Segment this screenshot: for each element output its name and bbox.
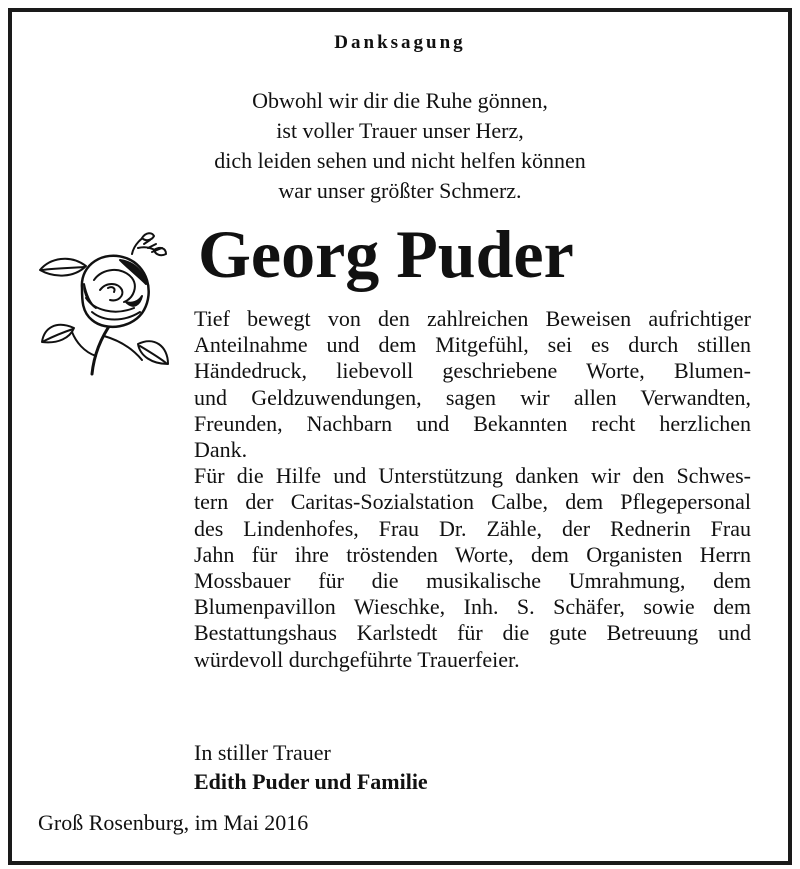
poem-line: Obwohl wir dir die Ruhe gönnen, [252, 88, 548, 113]
gratitude-text [194, 306, 751, 673]
text-line: Mossbauer für die musikalische Umrahmung, dem [194, 568, 751, 594]
poem [12, 86, 788, 206]
closing-block [194, 738, 428, 796]
text-line: und Geldzuwendungen, sagen wir allen Verwandten, [194, 384, 751, 410]
text-line: Dank. [194, 437, 248, 463]
rose-flower-icon [34, 224, 174, 384]
notice-heading: Danksagung [334, 32, 466, 53]
poem-line: ist voller Trauer unser Herz, [276, 118, 524, 143]
family-signature: Edith Puder und Familie [194, 769, 428, 794]
text-line: würdevoll durchgeführte Trauerfeier. [194, 646, 520, 672]
deceased-name: Georg Puder [198, 216, 574, 292]
mourning-line: In stiller Trauer [194, 740, 331, 765]
poem-line: dich leiden sehen und nicht helfen können [214, 148, 586, 173]
text-line: Jahn für ihre tröstenden Worte, dem Organisten Herrn [194, 541, 751, 567]
text-line: Freunden, Nachbarn und Bekannten recht herzlichen [194, 410, 751, 436]
text-line: Anteilnahme und dem Mitgefühl, sei es durch stillen [194, 332, 751, 358]
obituary-notice [8, 8, 792, 865]
text-line: tern der Caritas-Sozialstation Calbe, dem Pflegepersonal [194, 489, 751, 515]
text-line: Tief bewegt von den zahlreichen Beweisen aufrichtiger [194, 306, 751, 331]
place-date: Groß Rosenburg, im Mai 2016 [38, 810, 309, 835]
poem-line: war unser größter Schmerz. [278, 178, 522, 203]
text-line: Händedruck, liebevoll geschriebene Worte, Blumen- [194, 358, 751, 384]
text-line: Für die Hilfe und Unterstützung danken wir den Schwes- [194, 463, 751, 489]
text-line: des Lindenhofes, Frau Dr. Zähle, der Rednerin Frau [194, 515, 751, 541]
text-line: Bestattungshaus Karlstedt für die gute Betreuung und [194, 620, 751, 646]
text-line: Blumenpavillon Wieschke, Inh. S. Schäfer, sowie dem [194, 594, 751, 620]
